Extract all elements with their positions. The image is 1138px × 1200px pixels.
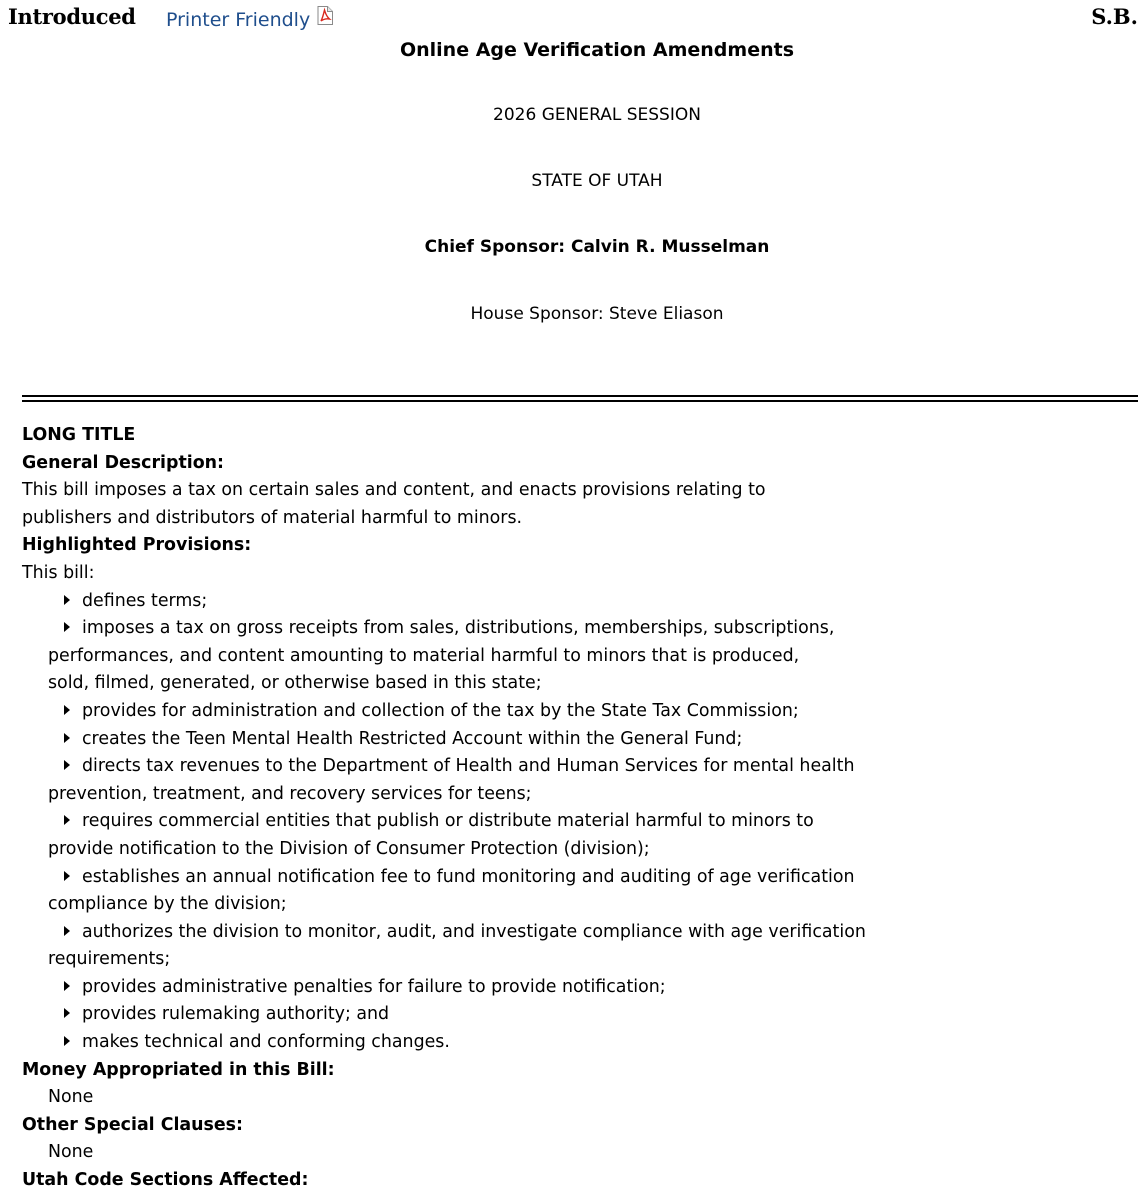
bullet-triangle-icon bbox=[64, 595, 70, 605]
provision-line bbox=[48, 726, 1132, 754]
provision-text: establishes an annual notification fee to fund monitoring and auditing of age verification bbox=[82, 866, 855, 887]
provision-item bbox=[22, 615, 1132, 698]
other-special-clauses-value: None bbox=[48, 1142, 94, 1163]
provision-line bbox=[48, 588, 1132, 616]
provision-line bbox=[48, 919, 1132, 947]
bullet-triangle-icon bbox=[64, 815, 70, 825]
bullet-triangle-icon bbox=[64, 871, 70, 881]
provision-text: provides for administration and collection of the tax by the State Tax Commission; bbox=[82, 700, 799, 721]
general-description-heading: General Description: bbox=[22, 452, 225, 473]
pdf-icon[interactable] bbox=[317, 6, 333, 30]
divider-top bbox=[22, 395, 1138, 397]
this-bill-label: This bill: bbox=[22, 562, 95, 583]
long-title-section bbox=[22, 422, 1132, 1195]
provision-item bbox=[22, 726, 1132, 754]
provision-item bbox=[22, 919, 1132, 974]
provision-line bbox=[48, 753, 1132, 781]
chief-sponsor: Chief Sponsor: Calvin R. Musselman bbox=[424, 237, 770, 257]
provision-item bbox=[22, 974, 1132, 1002]
money-appropriated-heading: Money Appropriated in this Bill: bbox=[22, 1059, 335, 1080]
bullet-triangle-icon bbox=[64, 622, 70, 632]
provision-text: performances, and content amounting to material harmful to minors that is produced, bbox=[48, 645, 800, 666]
bullet-triangle-icon bbox=[64, 1008, 70, 1018]
provision-text: provides rulemaking authority; and bbox=[82, 1004, 390, 1025]
money-appropriated-value: None bbox=[48, 1087, 94, 1108]
provision-line bbox=[48, 808, 1132, 836]
provision-line bbox=[48, 891, 1132, 919]
provision-item bbox=[22, 864, 1132, 919]
general-description-line: This bill imposes a tax on certain sales and content, and enacts provisions relating to bbox=[22, 480, 766, 501]
provision-line bbox=[48, 1001, 1132, 1029]
provision-line bbox=[48, 698, 1132, 726]
printer-friendly-label: Printer Friendly bbox=[166, 9, 311, 31]
provision-line bbox=[48, 670, 1132, 698]
session-label: 2026 GENERAL SESSION bbox=[493, 105, 701, 125]
provision-line bbox=[48, 946, 1132, 974]
bullet-triangle-icon bbox=[64, 705, 70, 715]
provisions-list bbox=[22, 588, 1132, 1057]
provision-item bbox=[22, 808, 1132, 863]
bill-title: Online Age Verification Amendments bbox=[399, 39, 795, 61]
bill-status: Introduced bbox=[8, 4, 136, 29]
provision-text: requires commercial entities that publish or distribute material harmful to minors to bbox=[82, 811, 814, 832]
provision-text: requirements; bbox=[48, 949, 171, 970]
provision-text: compliance by the division; bbox=[48, 894, 287, 915]
provision-item bbox=[22, 753, 1132, 808]
highlighted-provisions-heading: Highlighted Provisions: bbox=[22, 535, 252, 556]
document-header bbox=[8, 4, 1138, 38]
provision-item bbox=[22, 588, 1132, 616]
provision-line bbox=[48, 781, 1132, 809]
general-description-line: publishers and distributors of material harmful to minors. bbox=[22, 507, 523, 528]
long-title-heading: LONG TITLE bbox=[22, 425, 136, 445]
bullet-triangle-icon bbox=[64, 1036, 70, 1046]
other-special-clauses-heading: Other Special Clauses: bbox=[22, 1114, 243, 1135]
provision-line bbox=[48, 864, 1132, 892]
provision-line bbox=[48, 1029, 1132, 1057]
house-sponsor: House Sponsor: Steve Eliason bbox=[470, 304, 724, 324]
provision-text: authorizes the division to monitor, audit, and investigate compliance with age verification bbox=[82, 921, 866, 942]
provision-text: directs tax revenues to the Department of Health and Human Services for mental health bbox=[82, 756, 855, 777]
provision-text: prevention, treatment, and recovery services for teens; bbox=[48, 783, 532, 804]
provision-text: provides administrative penalties for failure to provide notification; bbox=[82, 976, 666, 997]
provision-text: sold, filmed, generated, or otherwise based in this state; bbox=[48, 673, 542, 694]
provision-text: defines terms; bbox=[82, 590, 208, 611]
bill-number: S.B. bbox=[1091, 4, 1138, 29]
divider-bottom bbox=[22, 400, 1138, 402]
provision-item bbox=[22, 1001, 1132, 1029]
bullet-triangle-icon bbox=[64, 926, 70, 936]
provision-item bbox=[22, 698, 1132, 726]
provision-line bbox=[48, 836, 1132, 864]
provision-text: imposes a tax on gross receipts from sales, distributions, memberships, subscriptions, bbox=[82, 618, 835, 639]
provision-line bbox=[48, 643, 1132, 671]
provision-text: creates the Teen Mental Health Restricted Account within the General Fund; bbox=[82, 728, 743, 749]
provision-line bbox=[48, 974, 1132, 1002]
provision-text: makes technical and conforming changes. bbox=[82, 1032, 450, 1053]
provision-line bbox=[48, 615, 1132, 643]
bullet-triangle-icon bbox=[64, 981, 70, 991]
printer-friendly-link[interactable] bbox=[166, 9, 333, 31]
provision-text: provide notification to the Division of Consumer Protection (division); bbox=[48, 838, 650, 859]
bullet-triangle-icon bbox=[64, 760, 70, 770]
code-sections-affected-heading: Utah Code Sections Affected: bbox=[22, 1170, 309, 1191]
provision-item bbox=[22, 1029, 1132, 1057]
bullet-triangle-icon bbox=[64, 733, 70, 743]
state-label: STATE OF UTAH bbox=[531, 171, 663, 191]
